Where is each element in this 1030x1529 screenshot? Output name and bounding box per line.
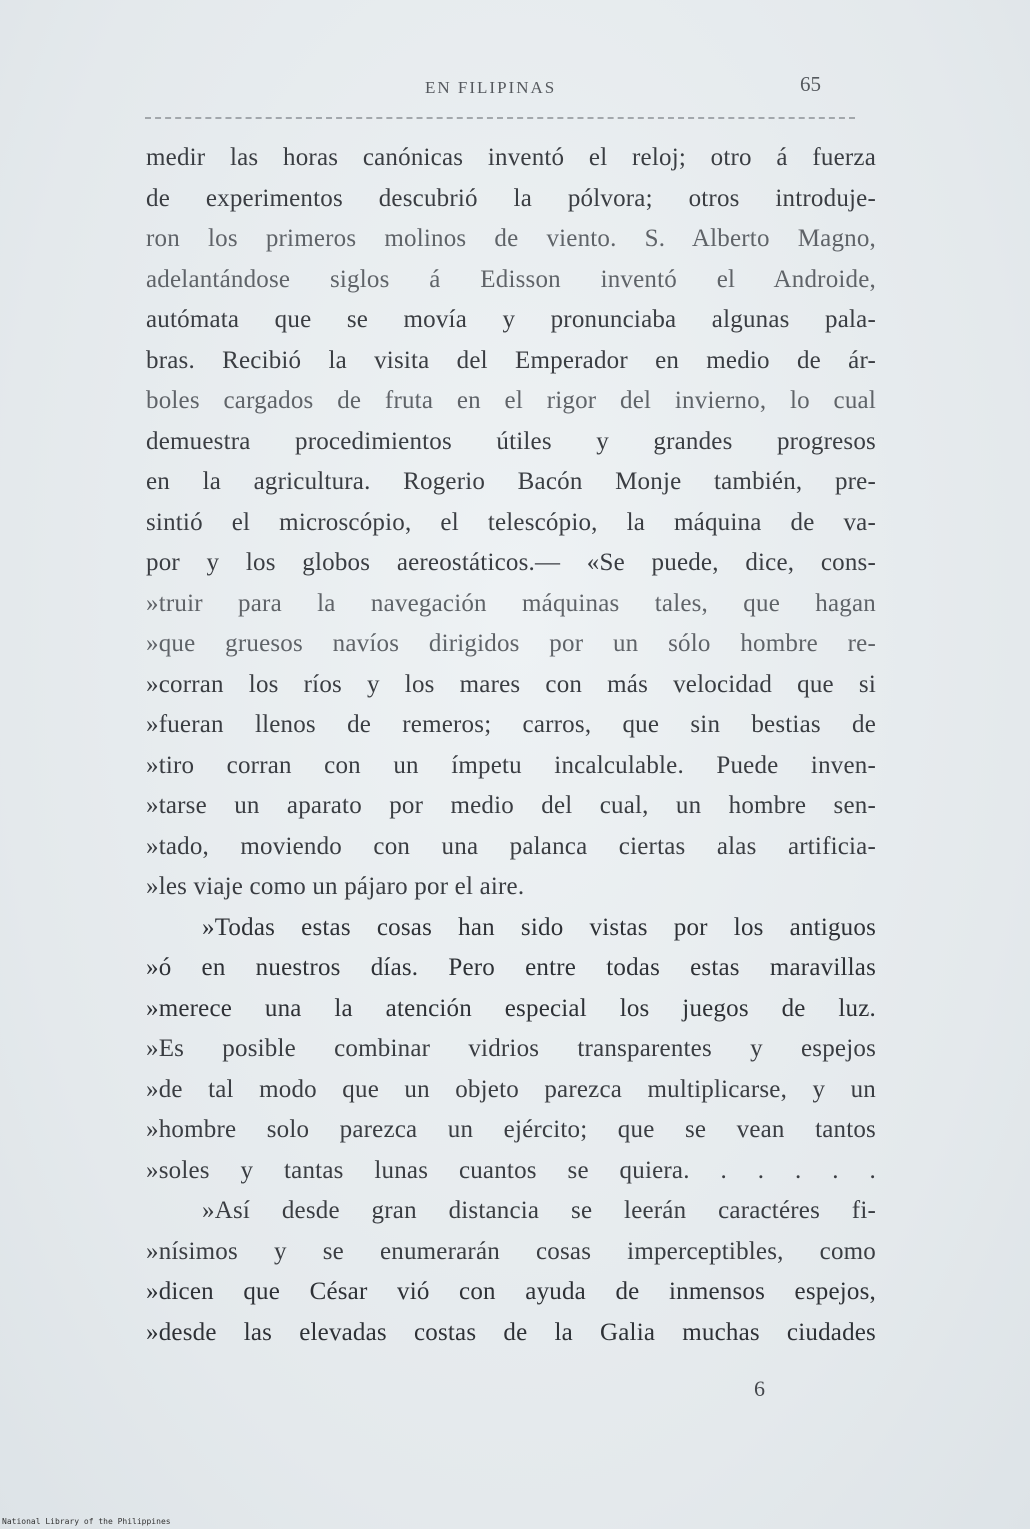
text-line: »Así desde gran distancia se leerán caractéres fi-: [202, 1197, 876, 1224]
text-line: »de tal modo que un objeto parezca multiplicarse, y un: [146, 1075, 876, 1103]
text-line: »tiro corran con un ímpetu incalculable. Puede inven-: [146, 751, 876, 779]
text-line: »les viaje como un pájaro por el aire.: [146, 873, 525, 900]
text-line: »dicen que César vió con ayuda de inmensos espejos,: [146, 1278, 876, 1305]
text-line: por y los globos aereostáticos.— «Se puede, dice, cons-: [146, 549, 876, 576]
text-line: »desde las elevadas costas de la Galia muchas ciudades: [146, 1318, 876, 1346]
text-line: »ó en nuestros días. Pero entre todas estas maravillas: [146, 954, 876, 981]
text-line: de experimentos descubrió la pólvora; otros introduje-: [146, 184, 876, 212]
library-credit: National Library of the Philippines: [2, 1517, 171, 1526]
text-line: »soles y tantas lunas cuantos se quiera. . . . . .: [146, 1156, 876, 1184]
signature-mark: 6: [754, 1376, 765, 1401]
text-line: en la agricultura. Rogerio Bacón Monje también, pre-: [146, 468, 876, 495]
text-line: »que gruesos navíos dirigidos por un sólo hombre re-: [146, 630, 876, 657]
text-line: »merece una la atención especial los juegos de luz.: [146, 994, 876, 1022]
text-line: bras. Recibió la visita del Emperador en medio de ár-: [146, 346, 876, 374]
text-line: medir las horas canónicas inventó el reloj; otro á fuerza: [146, 144, 876, 171]
text-line: »Es posible combinar vidrios transparentes y espejos: [146, 1035, 876, 1062]
text-line: »nísimos y se enumerarán cosas imperceptibles, como: [146, 1237, 876, 1265]
text-line: »tarse un aparato por medio del cual, un hombre sen-: [146, 792, 876, 819]
text-line: sintió el microscópio, el telescópio, la máquina de va-: [146, 508, 876, 536]
body-text: [146, 138, 876, 1353]
text-line: »hombre solo parezca un ejército; que se vean tantos: [146, 1116, 876, 1143]
running-title: EN FILIPINAS: [425, 78, 557, 97]
text-line: »Todas estas cosas han sido vistas por los antiguos: [202, 913, 876, 941]
text-line: autómata que se movía y pronunciaba algunas pala-: [146, 306, 876, 333]
text-line: ron los primeros molinos de viento. S. Alberto Magno,: [146, 225, 876, 252]
text-line: »tado, moviendo con una palanca ciertas alas artificia-: [146, 832, 876, 860]
text-line: »fueran llenos de remeros; carros, que sin bestias de: [146, 711, 876, 738]
text-line: boles cargados de fruta en el rigor del invierno, lo cual: [146, 387, 876, 414]
header-rule: [145, 117, 855, 119]
text-line: »truir para la navegación máquinas tales, que hagan: [146, 589, 876, 617]
text-line: »corran los ríos y los mares con más velocidad que si: [146, 670, 876, 698]
text-line: demuestra procedimientos útiles y grandes progresos: [146, 427, 876, 455]
page-number: 65: [800, 72, 821, 96]
running-head: [0, 72, 1030, 102]
text-line: adelantándose siglos á Edisson inventó el Androide,: [146, 265, 876, 293]
